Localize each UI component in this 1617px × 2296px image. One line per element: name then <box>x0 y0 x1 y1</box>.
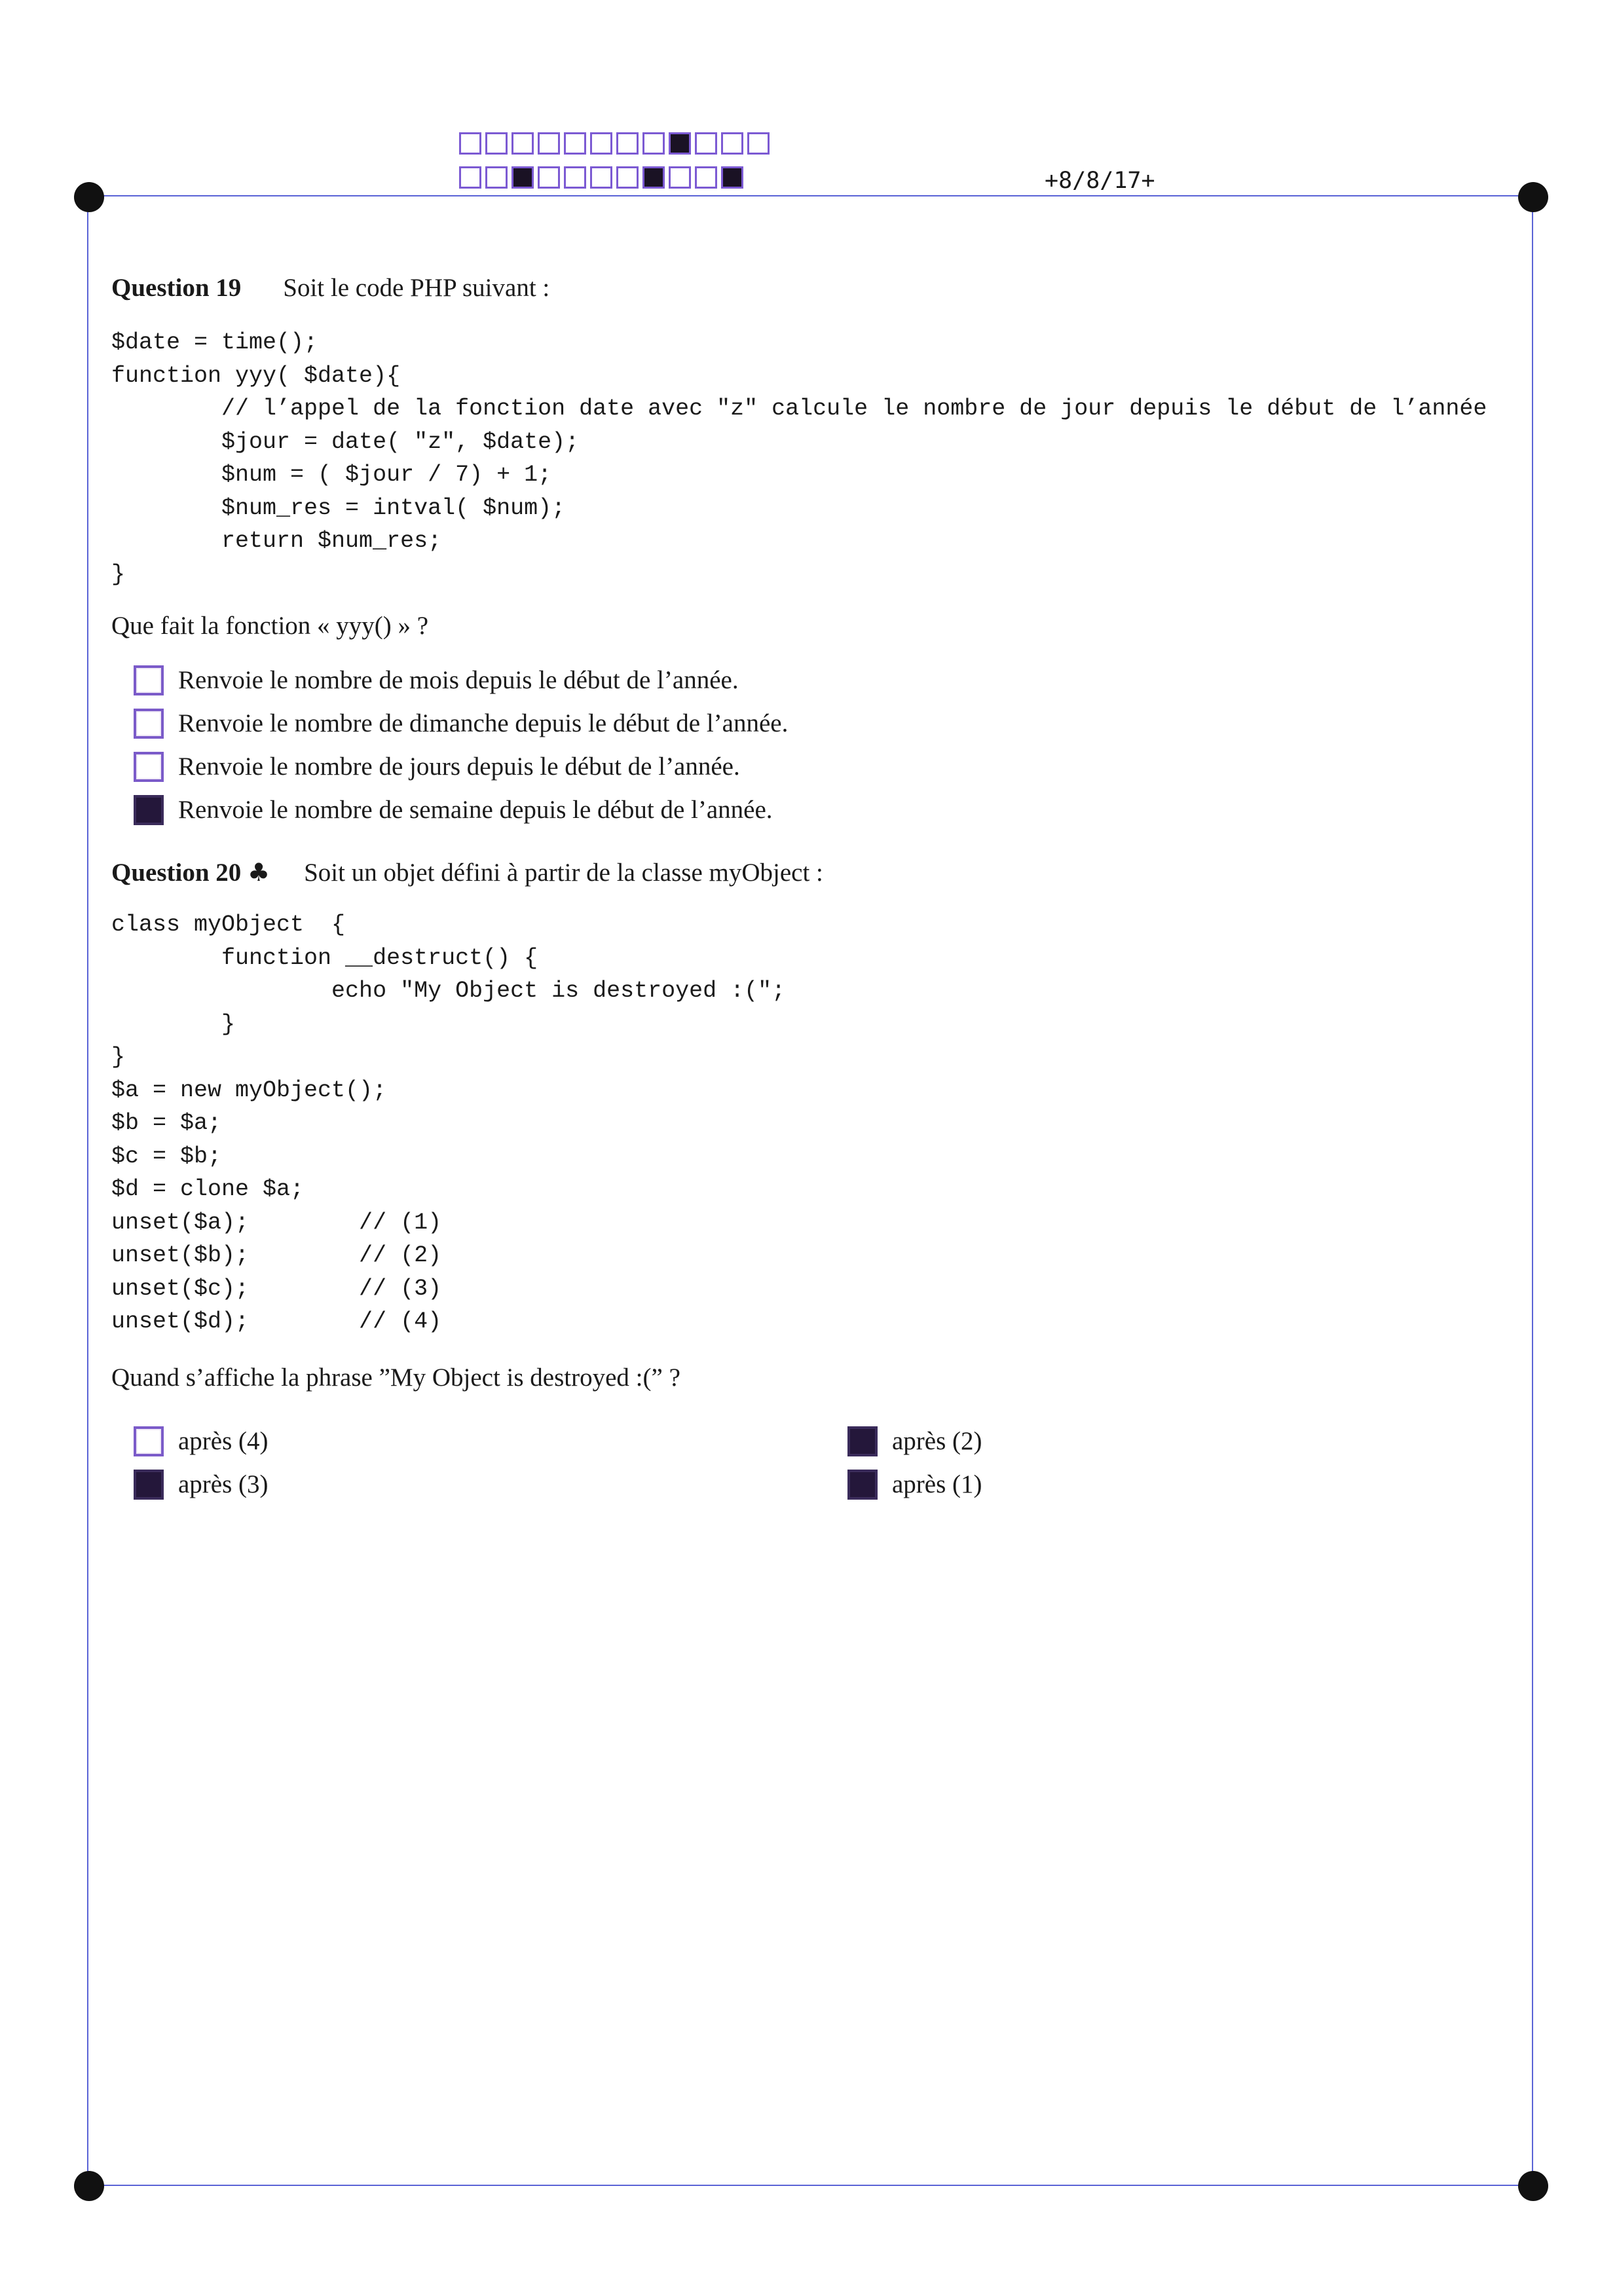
option-q19-3[interactable] <box>111 745 1552 788</box>
options-q19 <box>111 659 1552 832</box>
barcode-cell <box>538 166 560 189</box>
question-19-header <box>111 268 1552 308</box>
question-number: Question 20 ♣ <box>111 858 270 887</box>
option-q20-2[interactable] <box>825 1420 1218 1463</box>
code-block-q19: $date = time(); function yyy( $date){ // l’appel de la fonction date avec "z" calcule le nombre de jour depuis le début de l’année $jour = date( "z", $date); $num = ( $jour / 7) + 1; $num_res = intval( $num); return $num_res; } <box>111 329 1487 587</box>
barcode-cell <box>695 166 717 189</box>
option-q20-3[interactable] <box>111 1463 825 1506</box>
option-label: Renvoie le nombre de jours depuis le début de l’année. <box>178 752 740 781</box>
option-label: Renvoie le nombre de dimanche depuis le début de l’année. <box>178 709 789 737</box>
barcode-cell <box>747 132 770 155</box>
barcode-cell <box>616 132 639 155</box>
barcode-cell <box>642 166 665 189</box>
corner-mark-top-right <box>1518 182 1548 212</box>
question-number: Question 19 <box>111 274 242 302</box>
barcode-cell <box>485 132 508 155</box>
question-prompt: Que fait la fonction « yyy() » ? <box>111 612 429 640</box>
barcode-cell <box>564 166 586 189</box>
barcode-cell <box>459 132 481 155</box>
checkbox[interactable] <box>134 709 164 739</box>
barcode-cell <box>459 166 481 189</box>
barcode-cell <box>511 166 534 189</box>
barcode-bottom <box>459 166 747 189</box>
option-label: après (3) <box>178 1470 269 1498</box>
barcode-cell <box>485 166 508 189</box>
option-q20-4[interactable] <box>825 1463 1218 1506</box>
barcode-cell <box>590 132 612 155</box>
option-label: Renvoie le nombre de semaine depuis le début de l’année. <box>178 796 773 824</box>
barcode-cell <box>669 166 691 189</box>
option-label: Renvoie le nombre de mois depuis le début de l’année. <box>178 666 739 694</box>
option-label: après (4) <box>178 1426 269 1455</box>
question-prompt: Quand s’affiche la phrase ”My Object is destroyed :(” ? <box>111 1363 680 1392</box>
option-label: après (1) <box>892 1470 982 1498</box>
options-q20 <box>111 1420 1552 1506</box>
question-intro: Soit le code PHP suivant : <box>283 274 550 302</box>
barcode-cell <box>590 166 612 189</box>
checkbox[interactable] <box>134 665 164 695</box>
option-q20-1[interactable] <box>111 1420 825 1463</box>
checkbox[interactable] <box>134 795 164 825</box>
barcode-cell <box>511 132 534 155</box>
corner-mark-top-left <box>74 182 104 212</box>
checkbox[interactable] <box>847 1470 878 1500</box>
barcode-cell <box>721 132 743 155</box>
club-icon: ♣ <box>248 858 270 887</box>
option-q19-4[interactable] <box>111 788 1552 832</box>
corner-mark-bottom-right <box>1518 2171 1548 2201</box>
option-label: après (2) <box>892 1426 982 1455</box>
corner-mark-bottom-left <box>74 2171 104 2201</box>
question-20-header <box>111 853 1552 893</box>
checkbox[interactable] <box>134 1426 164 1456</box>
barcode-cell <box>695 132 717 155</box>
barcode-top <box>459 132 773 155</box>
checkbox[interactable] <box>134 1470 164 1500</box>
option-q19-2[interactable] <box>111 702 1552 745</box>
barcode-cell <box>642 132 665 155</box>
barcode-cell <box>721 166 743 189</box>
barcode-cell <box>564 132 586 155</box>
barcode-cell <box>616 166 639 189</box>
page-code: +8/8/17+ <box>1045 168 1155 194</box>
barcode-cell <box>538 132 560 155</box>
checkbox[interactable] <box>134 752 164 782</box>
checkbox[interactable] <box>847 1426 878 1456</box>
option-q19-1[interactable] <box>111 659 1552 702</box>
question-intro: Soit un objet défini à partir de la classe myObject : <box>304 859 823 887</box>
question-content <box>111 268 1552 1506</box>
code-block-q20: class myObject { function __destruct() { echo "My Object is destroyed :("; } } $a = new myObject(); $b = $a; $c = $b; $d = clone $a; unset($a); // (1) unset($b); // (2) unset($c); // (3) unset($d); // (4) <box>111 912 786 1335</box>
barcode-cell <box>669 132 691 155</box>
